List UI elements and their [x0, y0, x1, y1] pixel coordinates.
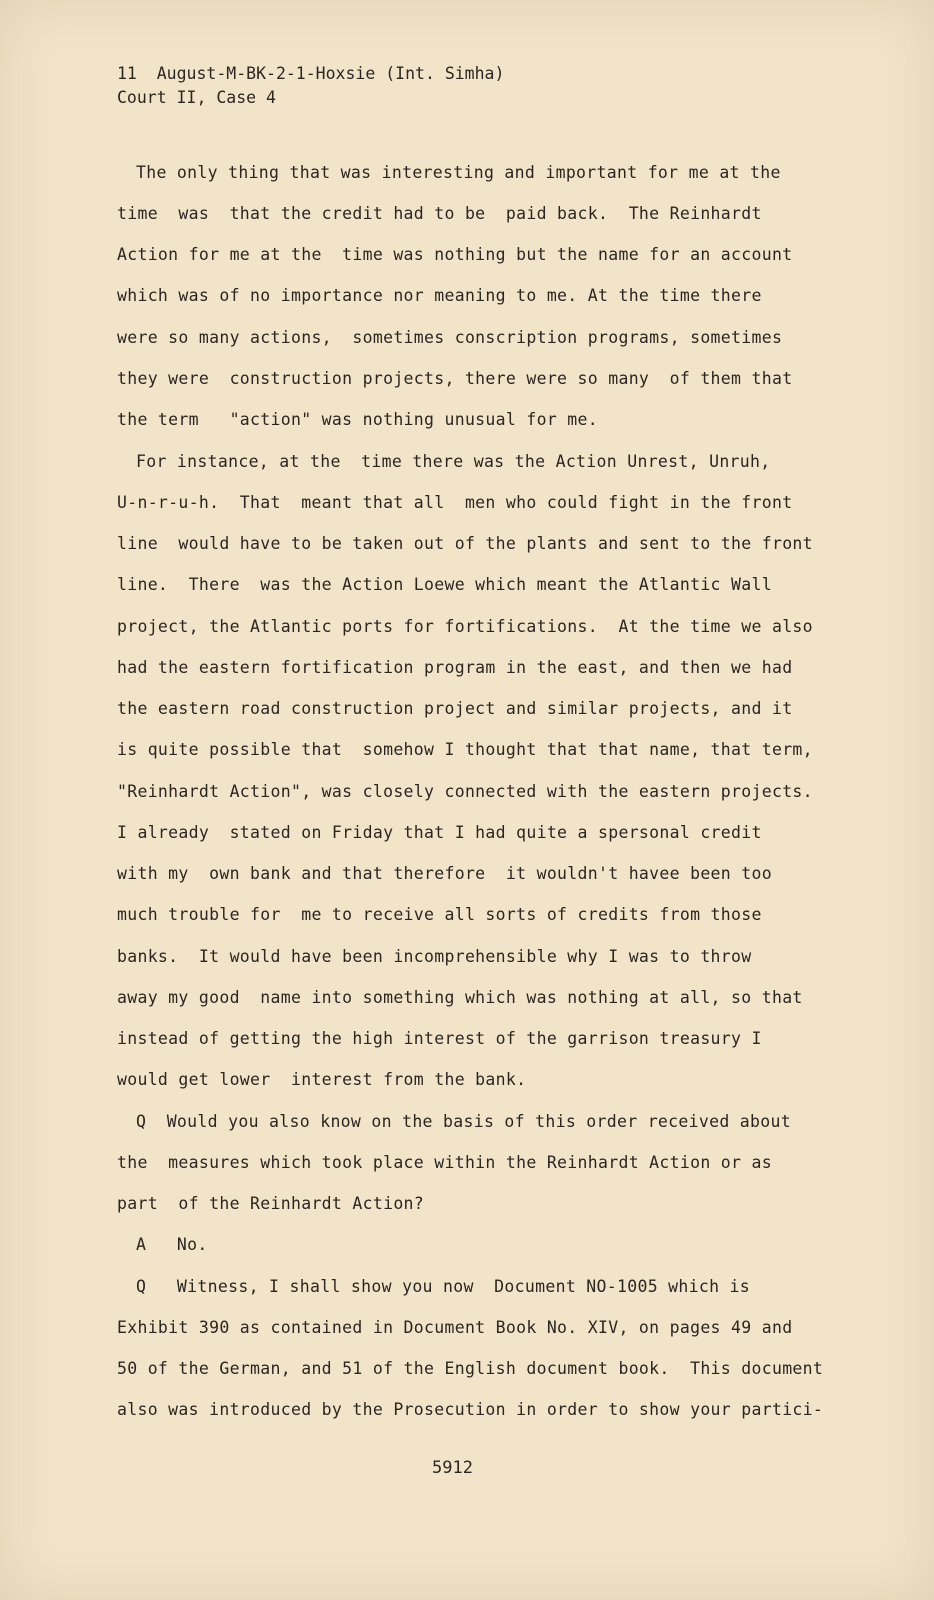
document-header [117, 62, 504, 110]
body-line: had the eastern fortification program in the east, and then we had [117, 658, 793, 677]
body-line: 50 of the German, and 51 of the English document book. This document [117, 1359, 824, 1378]
body-line: I already stated on Friday that I had quite a spersonal credit [117, 823, 762, 842]
body-line: also was introduced by the Prosecution in order to show your partici- [117, 1400, 824, 1419]
body-line: For instance, at the time there was the Action Unrest, Unruh, [136, 452, 771, 471]
body-line: the measures which took place within the Reinhardt Action or as [117, 1153, 772, 1172]
body-line: A No. [136, 1235, 208, 1254]
body-line: is quite possible that somehow I thought that that name, that term, [117, 740, 813, 759]
header-line-1: 11 August-M-BK-2-1-Hoxsie (Int. Simha) [117, 64, 505, 83]
header-line-2: Court II, Case 4 [117, 88, 276, 107]
body-line: with my own bank and that therefore it wouldn't havee been too [117, 864, 772, 883]
body-line: The only thing that was interesting and important for me at the [136, 163, 781, 182]
body-line: were so many actions, sometimes conscription programs, sometimes [117, 328, 783, 347]
body-line: part of the Reinhardt Action? [117, 1194, 425, 1213]
body-line: away my good name into something which was nothing at all, so that [117, 988, 803, 1007]
body-line: Q Would you also know on the basis of this order received about [136, 1112, 791, 1131]
body-line: which was of no importance nor meaning to me. At the time there [117, 286, 762, 305]
page-number: 5912 [432, 1458, 473, 1478]
body-line: Action for me at the time was nothing but the name for an account [117, 245, 793, 264]
body-line: line would have to be taken out of the plants and sent to the front [117, 534, 813, 553]
body-line: banks. It would have been incomprehensible why I was to throw [117, 947, 752, 966]
body-line: U-n-r-u-h. That meant that all men who could fight in the front [117, 493, 793, 512]
body-line: the term "action" was nothing unusual for me. [117, 410, 598, 429]
body-line: project, the Atlantic ports for fortifications. At the time we also [117, 617, 813, 636]
body-line: Q Witness, I shall show you now Document NO-1005 which is [136, 1277, 751, 1296]
body-line: time was that the credit had to be paid back. The Reinhardt [117, 204, 762, 223]
body-line: Exhibit 390 as contained in Document Book No. XIV, on pages 49 and [117, 1318, 793, 1337]
body-line: instead of getting the high interest of the garrison treasury I [117, 1029, 762, 1048]
body-line: "Reinhardt Action", was closely connected with the eastern projects. [117, 782, 813, 801]
body-line: they were construction projects, there were so many of them that [117, 369, 793, 388]
body-line: line. There was the Action Loewe which meant the Atlantic Wall [117, 575, 772, 594]
body-line: would get lower interest from the bank. [117, 1070, 527, 1089]
body-line: the eastern road construction project and similar projects, and it [117, 699, 793, 718]
body-line: much trouble for me to receive all sorts of credits from those [117, 905, 762, 924]
